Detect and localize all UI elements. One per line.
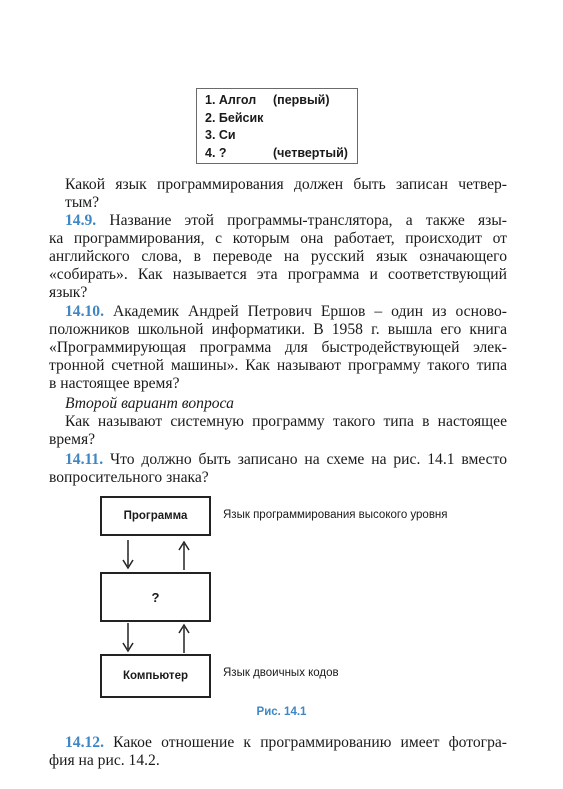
problem-14-11: 14.11. Что должно быть записано на схеме на рис. 14.1 вместо xyxy=(65,451,507,468)
up-arrow-icon xyxy=(177,623,191,653)
question-line: тым? xyxy=(65,194,100,211)
language-list-item xyxy=(205,92,357,110)
variant-question-line: время? xyxy=(49,431,96,448)
problem-number: 14.11. xyxy=(65,451,104,468)
down-arrow-icon xyxy=(121,623,135,653)
problem-14-12-line: фия на рис. 14.2. xyxy=(49,752,160,769)
problem-14-9-line: «собирать». Как называется эта программа и соответствующий xyxy=(49,266,507,283)
binary-code-label: Язык двоичных кодов xyxy=(223,667,339,679)
up-arrow-icon xyxy=(177,540,191,570)
problem-14-10-line: в настоящее время? xyxy=(49,375,180,392)
problem-number: 14.9. xyxy=(65,212,97,229)
language-list-item xyxy=(205,145,357,163)
computer-box: Компьютер xyxy=(100,654,211,698)
problem-14-10-line: «Программирующая программа для быстродействующей элек- xyxy=(49,339,507,356)
figure-caption: Рис. 14.1 xyxy=(256,706,307,718)
problem-14-9-line: язык? xyxy=(49,284,88,301)
problem-number: 14.10. xyxy=(65,303,104,320)
translation-diagram xyxy=(95,492,495,702)
problem-14-10-line: положников школьной информатики. В 1958 г. вышла его книга xyxy=(49,321,507,338)
language-list-box xyxy=(196,88,358,164)
problem-number: 14.12. xyxy=(65,734,104,751)
question-line: Какой язык программирования должен быть записан четвер- xyxy=(65,176,507,193)
program-box: Программа xyxy=(100,496,211,536)
language-name: 3. Си xyxy=(205,128,236,142)
unknown-box: ? xyxy=(100,572,211,622)
problem-14-10: 14.10. Академик Андрей Петрович Ершов – один из осново- xyxy=(65,303,507,320)
high-level-language-label: Язык программирования высокого уровня xyxy=(223,509,448,521)
problem-14-9: 14.9. Название этой программы-транслятора, а также язы- xyxy=(65,212,507,229)
language-note: (первый) xyxy=(273,93,330,107)
variant-heading: Второй вариант вопроса xyxy=(65,395,234,412)
language-list-item xyxy=(205,110,357,128)
language-name: 4. ? xyxy=(205,145,227,160)
problem-14-11-line: вопросительного знака? xyxy=(49,469,209,486)
language-name: 1. Алгол xyxy=(205,93,257,107)
problem-14-9-line: английского слова, в переводе на русский язык означающего xyxy=(49,248,507,265)
language-note: (четвертый) xyxy=(273,145,348,160)
problem-14-12: 14.12. Какое отношение к программированию имеет фотогра- xyxy=(65,734,507,751)
variant-question: Как называют системную программу такого типа в настоящее xyxy=(65,413,507,430)
language-name: 2. Бейсик xyxy=(205,110,264,125)
problem-14-10-line: тронной счетной машины». Как называют программу такого типа xyxy=(49,357,507,374)
problem-14-9-line: ка программирования, с которым она работает, происходит от xyxy=(49,230,507,247)
down-arrow-icon xyxy=(121,540,135,570)
language-list-item xyxy=(205,127,357,145)
